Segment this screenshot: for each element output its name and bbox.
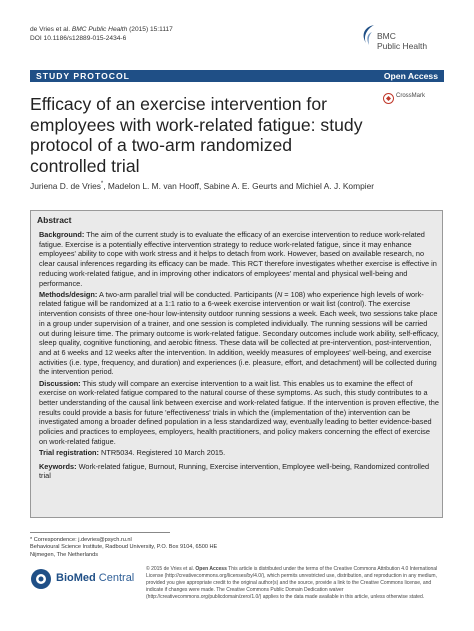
correspondence-footnote xyxy=(30,537,217,559)
methods-n: N xyxy=(276,289,283,299)
methods-label: Methods/design: xyxy=(39,289,98,299)
methods-text-post: = 108) who experience high levels of work-related fatigue will be randomized at a 1:1 ratio to a 6-week exercise intervention or wait list (control). The exercise intervention consists of three one-hour low-intensity outdoor running sessions a week. Each week, two sessions take place in a group under supervision of a trainer, and one session is completed individually. The running sessions will be carried out during leisure time. The primary outcome is work-related fatigue. Secondary outcomes include work ability, self-efficacy, sleep quality, cognitive functioning, and aerobic fitness. These data will be collected at pre-intervention, post-intervention, and at 6 weeks and 12 weeks after the intervention. In addition, weekly measures of employees' well-being, and exercise activities (i.e. type, frequency, and duration) and experiences (i.e. pleasure, effort, and detachment) will be collected during the intervention period. xyxy=(39,289,439,377)
abstract-discussion xyxy=(39,379,439,447)
citation-volume: (2015) 15:1117 xyxy=(127,26,173,33)
title-line: protocol of a two-arm randomized xyxy=(30,135,293,155)
biomed-central-icon xyxy=(30,568,52,590)
title-line: Efficacy of an exercise intervention for xyxy=(30,94,327,114)
background-label: Background: xyxy=(39,230,85,239)
study-protocol-label: STUDY PROTOCOL xyxy=(36,71,130,81)
logo-line1: BMC xyxy=(377,31,396,41)
logo-line2: Public Health xyxy=(377,41,428,51)
affiliation-line: Nijmegen, The Netherlands xyxy=(30,551,98,558)
wordmark-bold: BioMed xyxy=(56,572,96,584)
crossmark-icon xyxy=(383,93,394,104)
author-list xyxy=(30,181,374,191)
correspondence-email[interactable]: * Correspondence: j.devries@psych.ru.nl xyxy=(30,537,132,543)
title-line: employees with work-related fatigue: study xyxy=(30,114,363,135)
bmc-public-health-logo xyxy=(360,23,446,59)
background-text: The aim of the current study is to evaluate the efficacy of an exercise intervention to reduce work-related fatigue. Exercise is a potentially effective intervention strategy to reduce work-related fatigue, since it may enhance employees' ability to cope with work stress and it helps to detach from work. However, based on available research, no clear causal inferences regarding its efficacy can be made. This RCT therefore investigates whether exercise is effective in reducing work-related fatigue, and in improving other indicators of employees' mental and physical well-being and performance. xyxy=(39,230,437,288)
biomed-central-wordmark xyxy=(56,572,134,584)
other-authors: , Madelon L. M. van Hooff, Sabine A. E. Geurts and Michiel A. J. Kompier xyxy=(103,181,375,191)
doi-text[interactable]: DOI 10.1186/s12889-015-2434-6 xyxy=(30,35,127,42)
citation-authors: de Vries et al. xyxy=(30,26,72,33)
discussion-text: This study will compare an exercise intervention to a wait list. This enables us to examine the effect of exercise on work-related fatigue compared to the natural course of these symptoms. As such, this study contributes to a better understanding of the causal link between exercise and work-related fatigue. If the intervention is proven effective, the results could provide a basis for future 'effectiveness' trials in which the (implementation of the) intervention can be investigated among a broader defined population in a less standardized way, eventually leading to better evidence-based policies and practices to employees, employers, health practitioners, and policy makers concerning the effect of exercise on work-related fatigue. xyxy=(39,378,439,446)
abstract-background xyxy=(39,230,439,288)
keywords-label: Keywords: xyxy=(39,461,77,471)
crossmark-label: CrossMark xyxy=(396,93,426,99)
citation-header xyxy=(30,25,173,43)
license-statement xyxy=(146,566,446,601)
license-open-access: Open Access xyxy=(195,566,227,572)
trial-text: NTR5034. Registered 10 March 2015. xyxy=(101,447,226,457)
title-line: controlled trial xyxy=(30,155,140,176)
license-body: This article is distributed under the terms of the Creative Commons Attribution 4.0 International License (http://creativecommons.org/licenses/by/4.0/), which permits unrestricted use, distribution, and reproduction in any medium, provided you give appropriate credit to the original author(s) and the source, provide a link to the Creative Commons license, and indicate if changes were made. The Creative Commons Public Domain Dedication waiver (http://creativecommons.org/publicdomain/zero/1.0/) applies to the data made available in this article, unless otherwise stated. xyxy=(146,566,438,600)
open-access-label: Open Access xyxy=(383,71,438,81)
article-title xyxy=(30,94,375,176)
trial-label: Trial registration: xyxy=(39,447,99,457)
license-copyright: © 2015 de Vries et al. xyxy=(146,566,196,572)
abstract-methods xyxy=(39,290,439,377)
keywords-text: Work-related fatigue, Burnout, Running, Exercise intervention, Employee well-being, Randomized controlled trial xyxy=(39,461,430,481)
article-type-banner xyxy=(30,70,444,82)
footnote-divider xyxy=(30,532,170,533)
bmc-swoosh-icon xyxy=(360,23,376,49)
discussion-label: Discussion: xyxy=(39,378,81,388)
corresponding-mark[interactable]: * xyxy=(100,181,104,188)
abstract-body xyxy=(39,230,439,483)
wordmark-rest: Central xyxy=(95,572,135,584)
abstract-keywords xyxy=(39,462,439,481)
citation-journal: BMC Public Health xyxy=(71,26,128,33)
abstract-heading: Abstract xyxy=(37,215,72,225)
biomed-central-logo xyxy=(30,568,140,592)
first-author: Juriena D. de Vries xyxy=(30,181,101,191)
crossmark-badge[interactable] xyxy=(383,91,443,103)
abstract-trial-registration xyxy=(39,448,439,458)
methods-text-pre: A two-arm parallel trial will be conducted. Participants ( xyxy=(98,289,277,299)
affiliation-line: Behavioural Science Institute, Radboud University, P.O. Box 9104, 6500 HE xyxy=(30,544,218,551)
